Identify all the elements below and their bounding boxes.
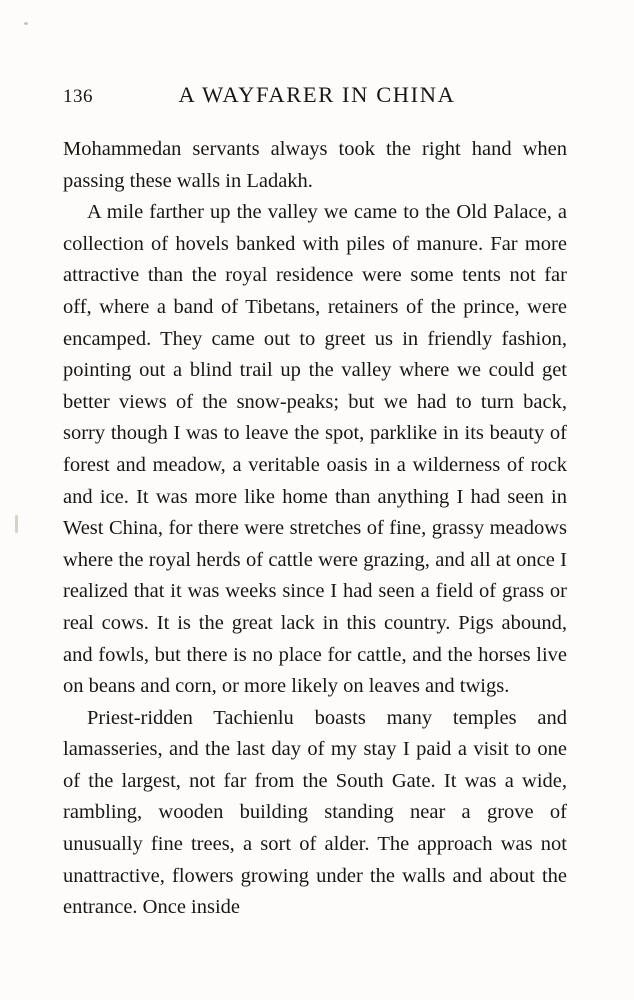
- paragraph-1: Mohammedan servants always took the right hand when passing these walls in Ladakh.: [63, 138, 567, 192]
- page-number: 136: [63, 86, 93, 107]
- page-header: [63, 82, 567, 108]
- scan-artifact-margin-mark: [15, 515, 18, 533]
- paragraph-3: Priest-ridden Tachienlu boasts many temples and lamasseries, and the last day of my stay I paid a visit to one of the largest, not far from the South Gate. It was a wide, rambling, wooden building standing near a grove of unusually fine trees, a sort of alder. The approach was not unattractive, flowers growing under the walls and about the entrance. Once inside: [63, 706, 567, 919]
- paragraph-2: A mile farther up the valley we came to the Old Palace, a collection of hovels banked with piles of manure. Far more attractive than the royal residence were some tents not far off, where a band of Tibetans, retainers of the prince, were encamped. They came out to greet us in friendly fashion, pointing out a blind trail up the valley where we could get better views of the snow-peaks; but we had to turn back, sorry though I was to leave the spot, parklike in its beauty of forest and meadow, a veritable oasis in a wilderness of rock and ice. It was more like home than anything I had seen in West China, for there were stretches of fine, grassy meadows where the royal herds of cattle were grazing, and all at once I realized that it was weeks since I had seen a field of grass or real cows. It is the great lack in this country. Pigs abound, and fowls, but there is no place for cattle, and the horses live on beans and corn, or more likely on leaves and twigs.: [63, 201, 567, 698]
- page-text-block: [63, 82, 567, 924]
- scan-artifact-speck: [24, 22, 28, 25]
- running-head-title: A WAYFARER IN CHINA: [178, 82, 456, 107]
